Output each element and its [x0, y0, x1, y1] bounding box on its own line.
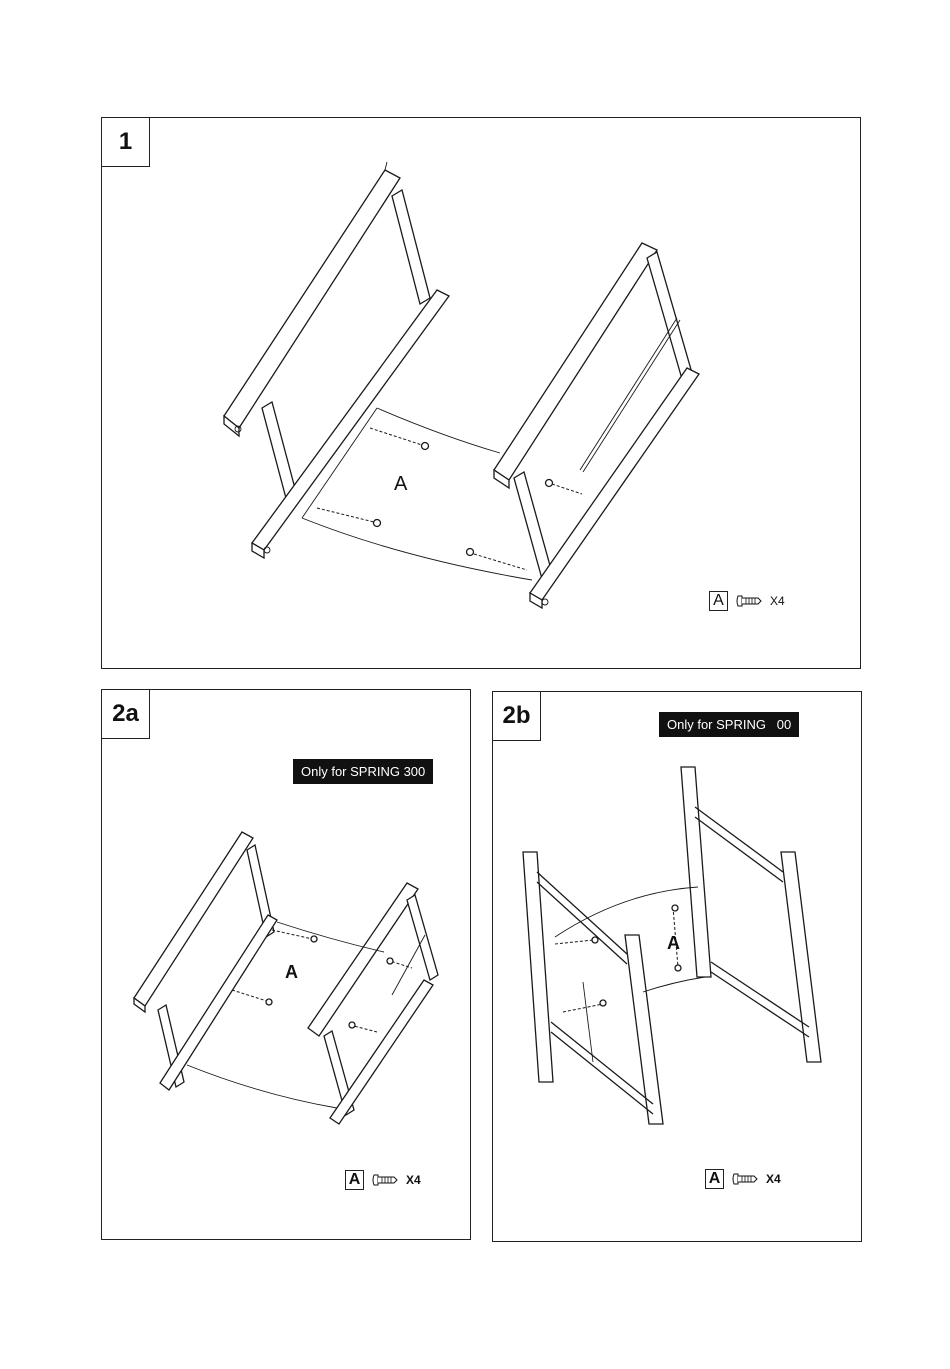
step-1-panel [101, 117, 861, 669]
screw-icon [372, 1173, 398, 1187]
step-1-frame-drawing [102, 118, 862, 670]
step-2b-legend-part: A [705, 1169, 724, 1189]
step-2b-legend-qty: X4 [766, 1172, 781, 1186]
step-2a-model-banner: Only for SPRING 300 [293, 759, 433, 784]
step-2b-part-label: A [667, 933, 680, 953]
step-2a-badge: 2a [101, 689, 150, 739]
step-2b-frame-drawing [493, 692, 863, 1243]
step-1-part-label: A [394, 473, 408, 495]
step-1-badge: 1 [101, 117, 150, 167]
step-2b-hardware-legend [705, 1169, 781, 1189]
step-2a-frame-drawing [102, 690, 472, 1241]
step-2a-panel [101, 689, 471, 1240]
step-1-legend-qty: X4 [770, 594, 785, 608]
step-2a-hardware-legend [345, 1170, 421, 1190]
step-2b-model-banner: Only for SPRING 00 [659, 712, 799, 737]
step-2b-panel [492, 691, 862, 1242]
step-2b-badge: 2b [492, 691, 541, 741]
step-1-hardware-legend [709, 591, 785, 611]
screw-icon [732, 1172, 758, 1186]
step-1-legend-part: A [709, 591, 728, 611]
step-2a-legend-part: A [345, 1170, 364, 1190]
step-2a-part-label: A [285, 962, 298, 982]
step-2a-legend-qty: X4 [406, 1173, 421, 1187]
screw-icon [736, 594, 762, 608]
